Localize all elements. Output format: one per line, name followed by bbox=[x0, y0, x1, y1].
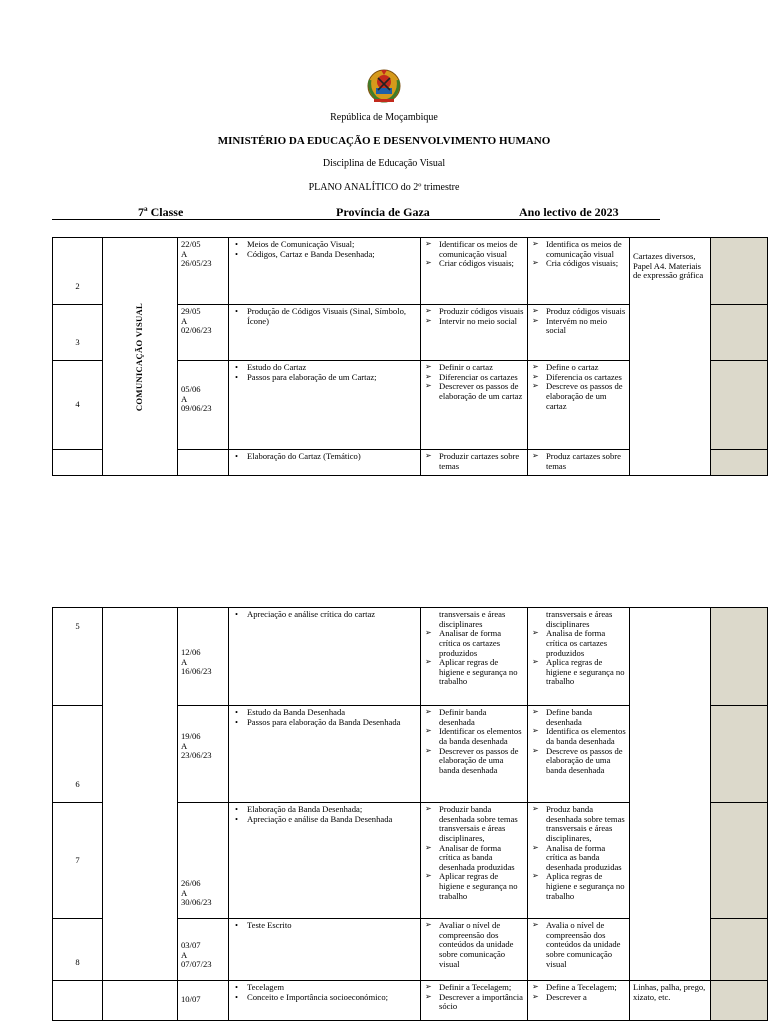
date-start: 22/05 bbox=[181, 239, 201, 249]
materials-text: Linhas, palha, prego, xizato, etc. bbox=[633, 982, 706, 1002]
date-cell bbox=[178, 981, 229, 1021]
competency-item: ➢ Intervém no meio social bbox=[531, 317, 626, 336]
week-number bbox=[53, 981, 103, 1021]
date-cell bbox=[178, 361, 229, 450]
content-item: • Elaboração do Cartaz (Temático) bbox=[232, 452, 417, 462]
date-end: 02/06/23 bbox=[181, 325, 212, 336]
competencies-cell bbox=[528, 450, 630, 476]
competency-continuation: transversais e áreas disciplinares bbox=[546, 609, 613, 629]
date-end: 16/06/23 bbox=[181, 666, 212, 677]
date-end: 23/06/23 bbox=[181, 750, 212, 761]
content-item: • Teste Escrito bbox=[232, 921, 417, 931]
objective-item: ➢ Produzir cartazes sobre temas bbox=[424, 452, 524, 471]
competency-item: ➢ Produz códigos visuais bbox=[531, 307, 626, 317]
date-cell bbox=[178, 450, 229, 476]
content-item: • Produção de Códigos Visuais (Sinal, Símbolo, Ícone) bbox=[232, 307, 417, 326]
objective-item: ➢ Diferenciar os cartazes bbox=[424, 373, 524, 383]
objectives-cell bbox=[421, 608, 528, 706]
date-cell bbox=[178, 706, 229, 803]
contents-cell bbox=[229, 608, 421, 706]
content-item: • Apreciação e análise crítica do cartaz bbox=[232, 610, 417, 620]
plan-table-1 bbox=[52, 237, 768, 476]
competencies-cell bbox=[528, 706, 630, 803]
competencies-cell bbox=[528, 803, 630, 919]
competency-item: ➢ Aplica regras de higiene e segurança no trabalho bbox=[531, 658, 626, 687]
date-end: 30/06/23 bbox=[181, 897, 212, 908]
unit-cell bbox=[103, 608, 178, 981]
school-year-label: Ano lectivo de 2023 bbox=[519, 205, 619, 219]
week-number: 2 bbox=[53, 238, 103, 305]
date-sep: A bbox=[181, 248, 188, 259]
province-label: Província de Gaza bbox=[336, 205, 430, 219]
competency-item: ➢ Descreve os passos de elaboração de uma banda desenhada bbox=[531, 747, 626, 776]
week-number: 8 bbox=[53, 919, 103, 981]
competency-item: ➢ Define banda desenhada bbox=[531, 708, 626, 727]
class-label: 7ª Classe bbox=[138, 205, 184, 219]
competency-item: ➢ Cria códigos visuais; bbox=[531, 259, 626, 269]
competency-item: ➢ Identifica os elementos da banda desenhada bbox=[531, 727, 626, 746]
objectives-cell bbox=[421, 981, 528, 1021]
objective-item: ➢ Avaliar o nível de compreensão dos conteúdos da unidade sobre comunicação visual bbox=[424, 921, 524, 969]
content-item: • Conceito e Importância socioeconómico; bbox=[232, 993, 417, 1003]
objectives-cell bbox=[421, 706, 528, 803]
date-start: 05/06 bbox=[181, 384, 201, 394]
shaded-cell bbox=[711, 305, 768, 361]
week-number: 3 bbox=[53, 305, 103, 361]
materials-cell bbox=[630, 238, 711, 476]
date-cell bbox=[178, 238, 229, 305]
objectives-cell bbox=[421, 803, 528, 919]
objective-item: ➢ Produzir códigos visuais bbox=[424, 307, 524, 317]
content-item: • Passos para elaboração da Banda Desenhada bbox=[232, 718, 417, 728]
contents-cell bbox=[229, 361, 421, 450]
competency-item: ➢ Avalia o nível de compreensão dos conteúdos da unidade sobre comunicação visual bbox=[531, 921, 626, 969]
ministry-name: MINISTÉRIO DA EDUCAÇÃO E DESENVOLVIMENTO HUMANO bbox=[217, 135, 551, 147]
objectives-cell bbox=[421, 305, 528, 361]
objective-item: ➢ Definir o cartaz bbox=[424, 363, 524, 373]
discipline-name: Disciplina de Educação Visual bbox=[322, 158, 446, 169]
objectives-cell bbox=[421, 450, 528, 476]
competencies-cell bbox=[528, 919, 630, 981]
content-item: • Apreciação e análise da Banda Desenhada bbox=[232, 815, 417, 825]
objective-item: ➢ Criar códigos visuais; bbox=[424, 259, 524, 269]
week-number: 6 bbox=[53, 706, 103, 803]
competencies-cell bbox=[528, 238, 630, 305]
date-end: 07/07/23 bbox=[181, 959, 212, 970]
objectives-cell bbox=[421, 919, 528, 981]
plan-title: PLANO ANALÍTICO do 2º trimestre bbox=[308, 182, 460, 193]
competency-item: ➢ Analisa de forma crítica as banda desenhada produzidas bbox=[531, 844, 626, 873]
materials-text: Cartazes diversos, Papel A4. Materiais de expressão gráfica bbox=[633, 251, 704, 281]
unit-cell bbox=[103, 981, 178, 1021]
contents-cell bbox=[229, 981, 421, 1021]
date-start: 03/07 bbox=[181, 940, 201, 950]
shaded-cell bbox=[711, 919, 768, 981]
coat-of-arms-emblem bbox=[364, 66, 404, 106]
week-number bbox=[53, 450, 103, 476]
date-sep: A bbox=[181, 949, 188, 960]
content-item: • Estudo da Banda Desenhada bbox=[232, 708, 417, 718]
date-start: 12/06 bbox=[181, 647, 201, 657]
competency-item: ➢ Define a Tecelagem; bbox=[531, 983, 626, 993]
competency-item: ➢ Identifica os meios de comunicação visual bbox=[531, 240, 626, 259]
content-item: • Estudo do Cartaz bbox=[232, 363, 417, 373]
materials-cell bbox=[630, 608, 711, 981]
objective-item: ➢ Intervir no meio social bbox=[424, 317, 524, 327]
competency-item: ➢ Produz cartazes sobre temas bbox=[531, 452, 626, 471]
shaded-cell bbox=[711, 803, 768, 919]
contents-cell bbox=[229, 450, 421, 476]
shaded-cell bbox=[711, 608, 768, 706]
date-start: 19/06 bbox=[181, 731, 201, 741]
date-sep: A bbox=[181, 740, 188, 751]
competency-item: ➢ Descreve os passos de elaboração de um cartaz bbox=[531, 382, 626, 411]
date-start: 26/06 bbox=[181, 878, 201, 888]
objective-item: ➢ Descrever os passos de elaboração de uma banda desenhada bbox=[424, 747, 524, 776]
competency-item: ➢ Descrever a bbox=[531, 993, 626, 1003]
objective-item: ➢ Descrever os passos de elaboração de um cartaz bbox=[424, 382, 524, 401]
contents-cell bbox=[229, 238, 421, 305]
shaded-cell bbox=[711, 706, 768, 803]
shaded-cell bbox=[711, 981, 768, 1021]
competencies-cell bbox=[528, 608, 630, 706]
week-number: 7 bbox=[53, 803, 103, 919]
objective-item: ➢ Aplicar regras de higiene e segurança no trabalho bbox=[424, 872, 524, 901]
objective-item: ➢ Analisar de forma crítica os cartazes produzidos bbox=[424, 629, 524, 658]
unit-cell bbox=[103, 238, 178, 476]
objectives-cell bbox=[421, 238, 528, 305]
date-start: 29/05 bbox=[181, 306, 201, 316]
competency-item: ➢ Define o cartaz bbox=[531, 363, 626, 373]
date-cell bbox=[178, 803, 229, 919]
date-cell bbox=[178, 608, 229, 706]
competencies-cell bbox=[528, 305, 630, 361]
date-cell bbox=[178, 919, 229, 981]
week-number: 5 bbox=[53, 608, 103, 706]
objective-continuation: transversais e áreas disciplinares bbox=[439, 609, 506, 629]
competency-item: ➢ Analisa de forma crítica os cartazes produzidos bbox=[531, 629, 626, 658]
objective-item: ➢ Identificar os meios de comunicação visual bbox=[424, 240, 524, 259]
week-number: 4 bbox=[53, 361, 103, 450]
date-end: 26/05/23 bbox=[181, 258, 212, 269]
contents-cell bbox=[229, 706, 421, 803]
shaded-cell bbox=[711, 238, 768, 305]
date-sep: A bbox=[181, 656, 188, 667]
content-item: • Tecelagem bbox=[232, 983, 417, 993]
unit-title: COMUNICAÇÃO VISUAL bbox=[134, 302, 145, 411]
competencies-cell bbox=[528, 981, 630, 1021]
objectives-cell bbox=[421, 361, 528, 450]
date-cell bbox=[178, 305, 229, 361]
objective-item: ➢ Produzir banda desenhada sobre temas transversais e áreas disciplinares, bbox=[424, 805, 524, 844]
competency-item: ➢ Produz banda desenhada sobre temas transversais e áreas disciplinares, bbox=[531, 805, 626, 844]
shaded-cell bbox=[711, 450, 768, 476]
contents-cell bbox=[229, 305, 421, 361]
content-item: • Elaboração da Banda Desenhada; bbox=[232, 805, 417, 815]
date-start: 10/07 bbox=[181, 994, 201, 1004]
country-name: República de Moçambique bbox=[330, 112, 438, 123]
content-item: • Códigos, Cartaz e Banda Desenhada; bbox=[232, 250, 417, 260]
competencies-cell bbox=[528, 361, 630, 450]
date-sep: A bbox=[181, 315, 188, 326]
objective-item: ➢ Definir a Tecelagem; bbox=[424, 983, 524, 993]
date-end: 09/06/23 bbox=[181, 403, 212, 414]
materials-cell bbox=[630, 981, 711, 1021]
competency-item: ➢ Diferencia os cartazes bbox=[531, 373, 626, 383]
content-item: • Meios de Comunicação Visual; bbox=[232, 240, 417, 250]
competency-item: ➢ Aplica regras de higiene e segurança no trabalho bbox=[531, 872, 626, 901]
class-line bbox=[52, 205, 660, 220]
objective-item: ➢ Descrever a importância sócio bbox=[424, 993, 524, 1012]
contents-cell bbox=[229, 803, 421, 919]
objective-item: ➢ Aplicar regras de higiene e segurança no trabalho bbox=[424, 658, 524, 687]
plan-table-2 bbox=[52, 607, 768, 1021]
contents-cell bbox=[229, 919, 421, 981]
objective-item: ➢ Definir banda desenhada bbox=[424, 708, 524, 727]
content-item: • Passos para elaboração de um Cartaz; bbox=[232, 373, 417, 383]
shaded-cell bbox=[711, 361, 768, 450]
date-sep: A bbox=[181, 887, 188, 898]
objective-item: ➢ Identificar os elementos da banda desenhada bbox=[424, 727, 524, 746]
date-sep: A bbox=[181, 393, 188, 404]
objective-item: ➢ Analisar de forma crítica as banda desenhada produzidas bbox=[424, 844, 524, 873]
